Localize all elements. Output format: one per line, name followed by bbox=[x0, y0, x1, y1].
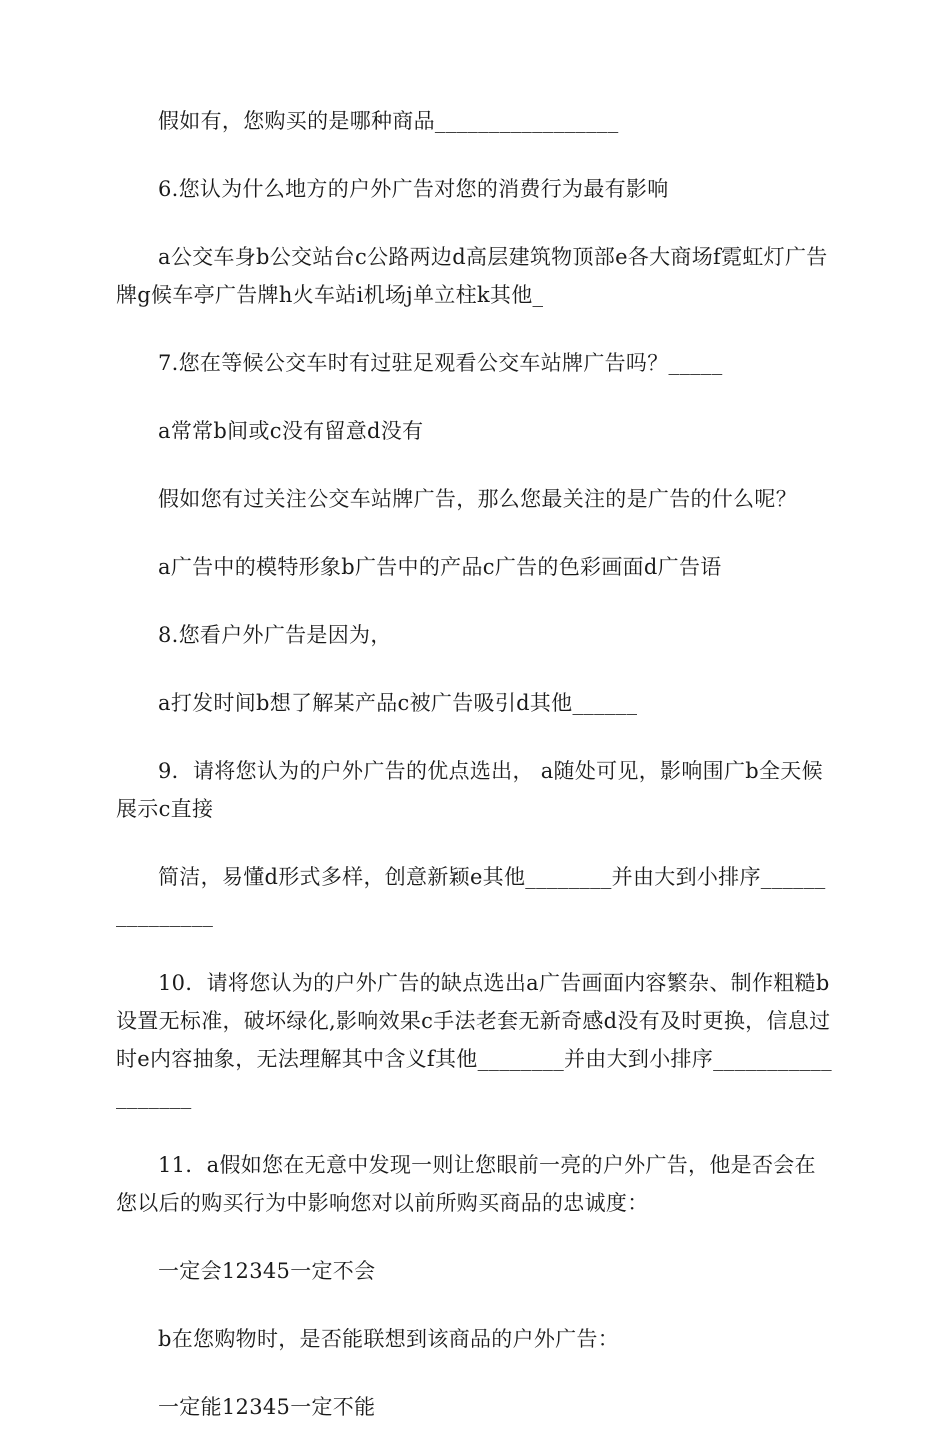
question-11a: 11．a假如您在无意中发现一则让您眼前一亮的户外广告，他是否会在您以后的购买行为中影响您对以前所购买商品的忠诚度： bbox=[116, 1153, 816, 1215]
question-8: 8.您看户外广告是因为， bbox=[158, 623, 392, 647]
question-7-options: a常常b间或c没有留意d没有 bbox=[158, 419, 424, 443]
question-6: 6.您认为什么地方的户外广告对您的消费行为最有影响 bbox=[158, 177, 669, 201]
survey-text-column bbox=[116, 102, 832, 1456]
question-7-followup: 假如您有过关注公交车站牌广告，那么您最关注的是广告的什么呢？ bbox=[158, 487, 797, 511]
question-7: 7.您在等候公交车时有过驻足观看公交车站牌广告吗？_____ bbox=[158, 351, 723, 375]
paragraph-product-purchased: 假如有，您购买的是哪种商品_________________ bbox=[158, 109, 619, 133]
question-7-followup-options: a广告中的模特形象b广告中的产品c广告的色彩画面d广告语 bbox=[158, 555, 722, 579]
question-6-options: a公交车身b公交站台c公路两边d高层建筑物顶部e各大商场f霓虹灯广告牌g候车亭广告牌h火车站i机场j单立柱k其他_ bbox=[116, 245, 828, 307]
question-9: 9．请将您认为的户外广告的优点选出， a随处可见，影响围广b全天候展示c直接 bbox=[116, 759, 823, 821]
question-9-continued: 简洁，易懂d形式多样，创意新颖e其他________并由大到小排序_______________ bbox=[116, 865, 826, 927]
question-10: 10．请将您认为的户外广告的缺点选出a广告画面内容繁杂、制作粗糙b设置无标准，破坏绿化,影响效果c手法老套无新奇感d没有及时更换，信息过时e内容抽象，无法理解其中含义f其他________并由大到小排序__________________ bbox=[116, 971, 832, 1109]
question-11b: b在您购物时，是否能联想到该商品的户外广告： bbox=[158, 1327, 620, 1351]
question-11a-scale: 一定会12345一定不会 bbox=[158, 1259, 376, 1283]
question-8-options: a打发时间b想了解某产品c被广告吸引d其他______ bbox=[158, 691, 638, 715]
question-11b-scale: 一定能12345一定不能 bbox=[158, 1395, 376, 1419]
